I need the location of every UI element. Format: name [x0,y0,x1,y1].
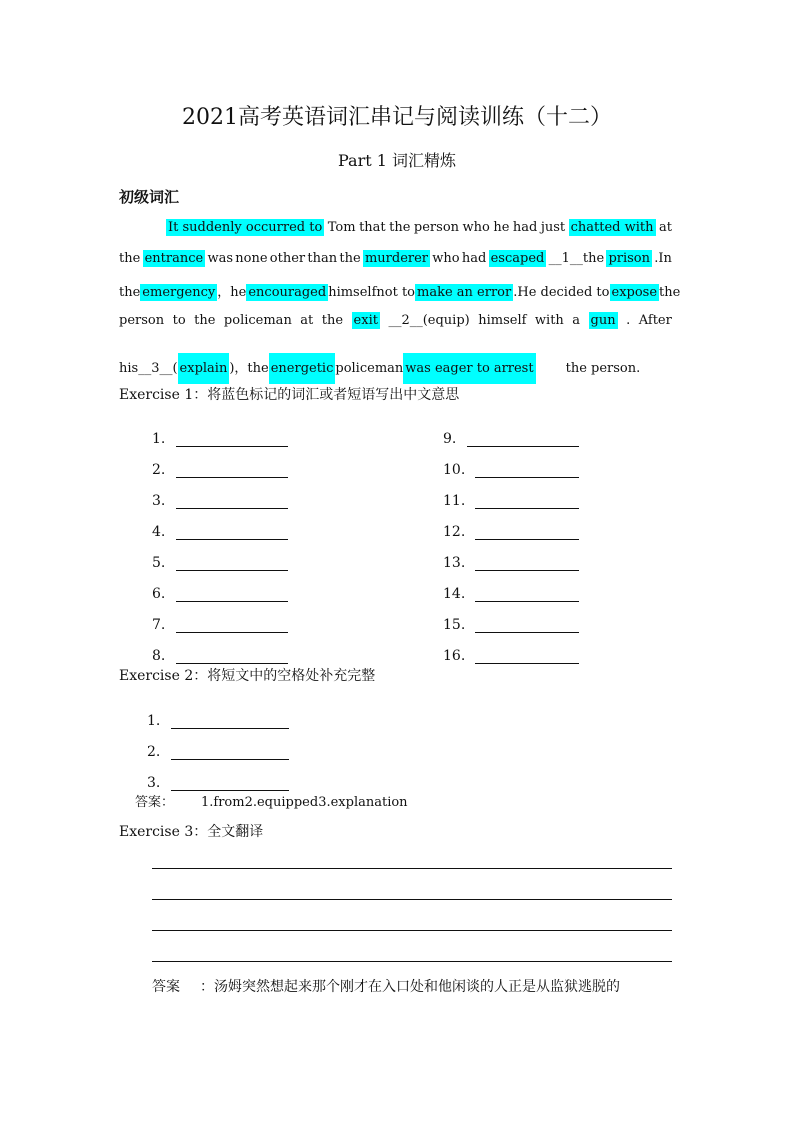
answer-item [443,540,579,571]
answer-item [443,447,579,478]
word: had [512,220,538,235]
exercise-3-answer [152,976,620,996]
answer-label: 答案： [135,795,175,810]
item-number: 3. [147,775,161,791]
answer-item [152,478,288,509]
item-number: 9. [443,431,457,447]
word: the [321,313,344,328]
answer-blank[interactable] [176,432,288,447]
answer-item [443,478,579,509]
word: a [572,313,581,328]
word: other [269,251,306,266]
word: was [207,251,233,266]
translation-line[interactable] [152,961,672,962]
word: than [307,251,338,266]
vocab-highlight: prison [608,251,651,266]
word: who [462,220,490,235]
item-number: 1. [147,713,161,729]
answer-item [152,509,288,540]
answer-item [443,416,579,447]
answer-blank[interactable] [176,587,288,602]
item-number: 5. [152,555,166,571]
exercise-2-label: Exercise 2：将短文中的空格处补充完整 [119,668,376,684]
word: the [119,251,141,266]
passage-line-1 [166,219,672,236]
word: who [432,251,460,266]
word: policeman [223,313,292,328]
answer-item [443,602,579,633]
word: .In [654,251,672,266]
exercise-2-answer [135,791,408,810]
word: ， [217,285,231,300]
answer-item [152,602,288,633]
answer-text: 1.from2.equipped3.explanation [201,795,408,810]
exercise-1-left-column [152,416,288,664]
document-title: 2021高考英语词汇串记与阅读训练（十二） [182,105,612,130]
exercise-2-items [147,698,289,791]
passage-line-5 [119,353,641,384]
word: the [339,251,361,266]
item-number: 16. [443,648,466,664]
part-title: Part 1 词汇精炼 [337,151,457,170]
blank-3: his__3__( [119,361,178,376]
answer-blank[interactable] [171,745,289,760]
answer-label: 答案 [152,979,180,995]
vocab-highlight: emergency [142,285,216,300]
word: the [659,285,681,300]
vocab-highlight: explain [178,353,230,384]
vocab-highlight: arrest [492,353,536,384]
translation-line[interactable] [152,868,672,869]
answer-item [443,571,579,602]
exercise-1-label: Exercise 1：将蓝色标记的词汇或者短语写出中文意思 [119,387,460,403]
item-number: 3. [152,493,166,509]
vocab-highlight: chatted with [570,220,654,235]
answer-blank[interactable] [176,618,288,633]
vocab-highlight: expose [611,285,658,300]
answer-blank[interactable] [475,587,579,602]
word: the person. [565,361,641,376]
answer-item [152,540,288,571]
section-label: 初级词汇 [119,188,180,206]
word: the [119,285,141,300]
vocab-highlight: encouraged [248,285,327,300]
word: Tom [327,220,356,235]
answer-text: ：汤姆突然想起来那个刚才在入口处和他闲谈的人正是从监狱逃脱的 [200,979,620,995]
vocab-highlight: entrance [144,251,204,266]
word: not to [376,285,416,300]
word: with [534,313,564,328]
word: just [540,220,566,235]
word: person [119,313,165,328]
item-number: 7. [152,617,166,633]
word: person [413,220,460,235]
item-number: 6. [152,586,166,602]
item-number: 10. [443,462,466,478]
vocab-highlight: murderer [364,251,429,266]
answer-item [152,416,288,447]
word: had [461,251,487,266]
translation-line[interactable] [152,899,672,900]
answer-blank[interactable] [475,463,579,478]
answer-item [147,698,289,729]
item-number: 11. [443,493,466,509]
word: himself [328,285,377,300]
vocab-highlight: make an error [417,285,512,300]
answer-blank[interactable] [467,432,579,447]
vocab-highlight: escaped [490,251,545,266]
word: to [172,313,186,328]
item-number: 15. [443,617,466,633]
word: at [659,220,672,235]
answer-blank[interactable] [475,618,579,633]
answer-item [152,447,288,478]
vocab-highlight: gun [590,313,616,328]
answer-blank[interactable] [176,463,288,478]
word: he [493,220,510,235]
answer-blank[interactable] [475,525,579,540]
answer-blank[interactable] [176,494,288,509]
answer-blank[interactable] [176,556,288,571]
answer-blank[interactable] [171,714,289,729]
word: . [626,313,631,328]
item-number: 13. [443,555,466,571]
answer-item [443,633,579,664]
answer-item [147,729,289,760]
answer-item [443,509,579,540]
word: After [638,313,672,328]
item-number: 2. [147,744,161,760]
vocab-highlight: energetic [269,353,336,384]
passage-line-2 [119,250,672,267]
answer-item [152,633,288,664]
word: policeman [335,361,404,376]
passage-line-3 [119,281,681,301]
word: .He decided to [513,285,610,300]
word: none [235,251,268,266]
item-number: 8. [152,648,166,664]
answer-blank[interactable] [475,494,579,509]
blank-2: __2__(equip) [388,313,470,328]
answer-blank[interactable] [475,556,579,571]
item-number: 12. [443,524,466,540]
word: himself [478,313,527,328]
answer-blank[interactable] [176,525,288,540]
answer-blank[interactable] [176,649,288,664]
item-number: 2. [152,462,166,478]
vocab-highlight: exit [353,313,378,328]
answer-item [152,571,288,602]
exercise-1-right-column [443,416,579,664]
word: that [359,220,386,235]
vocab-highlight: was eager to [403,353,492,384]
item-number: 14. [443,586,466,602]
item-number: 4. [152,524,166,540]
blank-1: __1__the [548,251,605,266]
translation-line[interactable] [152,930,672,931]
vocab-highlight: It suddenly occurred to [168,220,323,235]
word: at [300,313,314,328]
word: )， [229,361,248,376]
word: he [230,285,247,300]
exercise-3-label: Exercise 3：全文翻译 [119,824,264,840]
word: the [247,361,269,376]
answer-item [147,760,289,791]
answer-blank[interactable] [171,776,289,791]
word: the [389,220,411,235]
item-number: 1. [152,431,166,447]
passage-line-4 [119,312,672,329]
word: the [194,313,216,328]
answer-blank[interactable] [475,649,579,664]
